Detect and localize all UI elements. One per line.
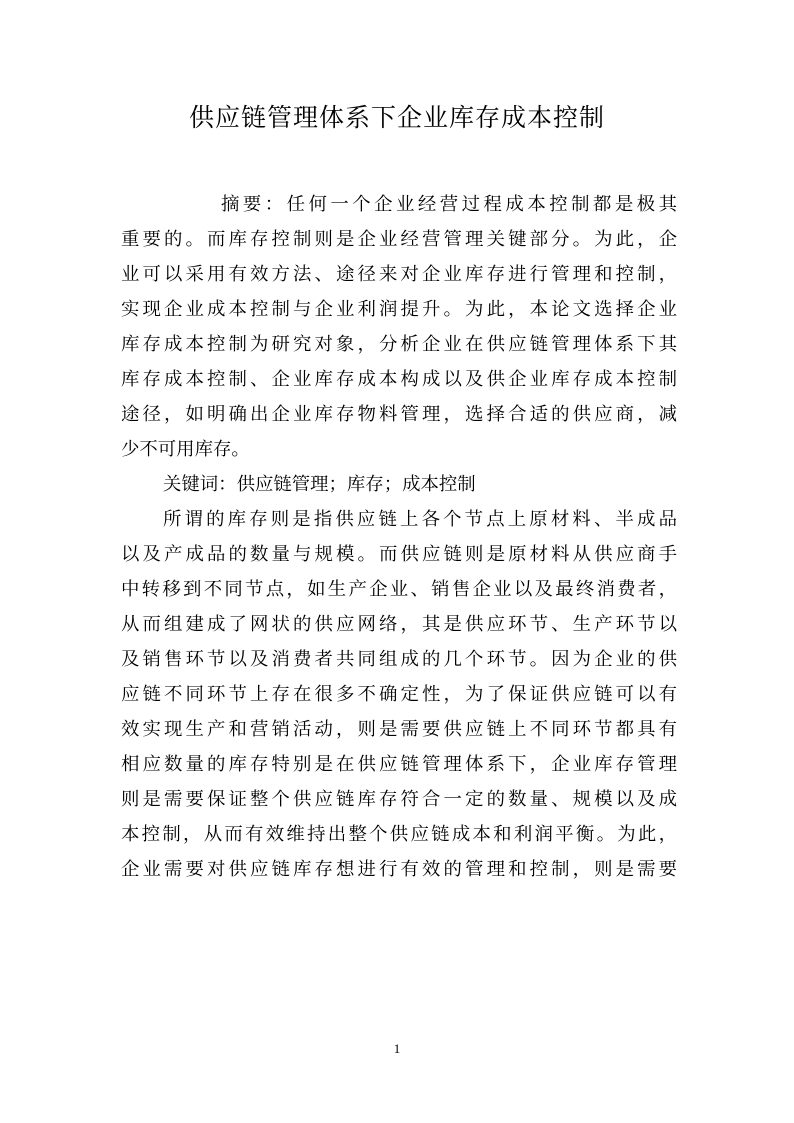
abstract-line: 实现企业成本控制与企业利润提升。为此，本论文选择企业 <box>121 299 677 320</box>
paragraph-line: 以及产成品的数量与规模。而供应链则是原材料从供应商手 <box>121 544 677 565</box>
abstract-line: 摘要：任何一个企业经营过程成本控制都是极其 <box>221 194 677 215</box>
paragraph-line: 相应数量的库存特别是在供应链管理体系下，企业库存管理 <box>121 754 677 775</box>
paragraph-line: 应链不同环节上存在很多不确定性，为了保证供应链可以有 <box>121 684 677 705</box>
document-body <box>121 187 677 887</box>
paragraph-line: 则是需要保证整个供应链库存符合一定的数量、规模以及成 <box>121 789 677 810</box>
abstract-line: 业可以采用有效方法、途径来对企业库存进行管理和控制， <box>121 264 677 285</box>
abstract-line: 库存成本控制、企业库存成本构成以及供企业库存成本控制 <box>121 369 677 390</box>
abstract-line: 少不可用库存。 <box>121 439 250 460</box>
keywords-line: 关键词：供应链管理；库存；成本控制 <box>163 474 476 495</box>
paragraph-line: 及销售环节以及消费者共同组成的几个环节。因为企业的供 <box>121 649 677 670</box>
abstract-line: 重要的。而库存控制则是企业经营管理关键部分。为此，企 <box>121 229 677 250</box>
paragraph-line: 所谓的库存则是指供应链上各个节点上原材料、半成品 <box>163 509 677 530</box>
abstract-line: 库存成本控制为研究对象，分析企业在供应链管理体系下其 <box>121 334 677 355</box>
paragraph-line: 效实现生产和营销活动，则是需要供应链上不同环节都具有 <box>121 719 677 740</box>
paragraph-line: 企业需要对供应链库存想进行有效的管理和控制，则是需要 <box>121 859 677 880</box>
paragraph-line: 从而组建成了网状的供应网络，其是供应环节、生产环节以 <box>121 614 677 635</box>
page-number: 1 <box>393 1041 401 1056</box>
document-title: 供应链管理体系下企业库存成本控制 <box>188 103 605 132</box>
paragraph-line: 中转移到不同节点，如生产企业、销售企业以及最终消费者， <box>121 579 677 600</box>
paragraph-line: 本控制，从而有效维持出整个供应链成本和利润平衡。为此， <box>121 824 677 845</box>
abstract-line: 途径，如明确出企业库存物料管理，选择合适的供应商，减 <box>121 404 677 425</box>
